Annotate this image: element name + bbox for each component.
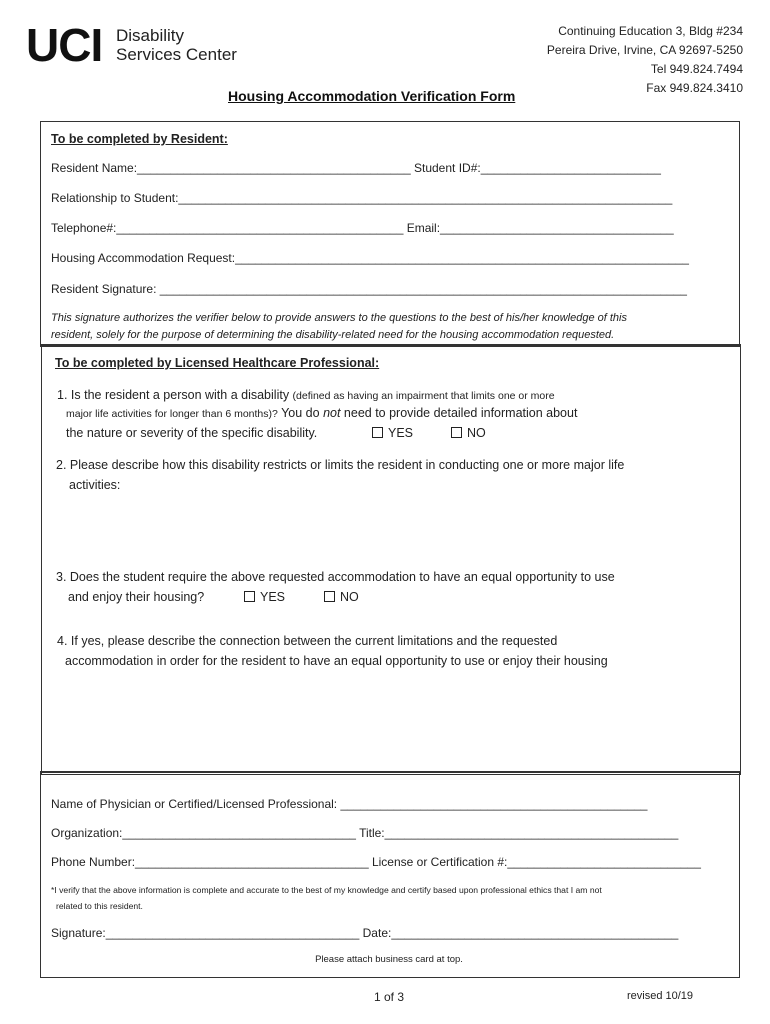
yes-label: YES xyxy=(388,426,414,440)
logo-subtitle xyxy=(116,26,237,64)
question-4-line-2: accommodation in order for the resident to have an equal opportunity to use or enjoy their housing xyxy=(65,654,608,668)
q1-definition: (defined as having an impairment that limits one or more xyxy=(292,390,555,402)
uci-logo: UCI xyxy=(26,19,103,71)
address-line: Tel 949.824.7494 xyxy=(650,62,743,76)
q1-text: You do xyxy=(277,406,324,420)
q3-yes-option[interactable] xyxy=(244,589,285,605)
phone-license-field[interactable]: Phone Number:___________________________________ License or Certification #:_____________________________ xyxy=(51,855,701,869)
question-1-line-2 xyxy=(66,405,577,422)
logo-line-1: Disability xyxy=(116,26,185,45)
q1-text: 1. Is the resident a person with a disability xyxy=(57,388,293,402)
question-3-line-1: 3. Does the student require the above requested accommodation to have an equal opportunity to use xyxy=(56,570,615,584)
resident-name-field[interactable]: Resident Name:_________________________________________ Student ID#:___________________________ xyxy=(51,161,661,175)
question-1-line-1 xyxy=(57,387,555,404)
checkbox-icon[interactable] xyxy=(324,591,335,602)
form-title: Housing Accommodation Verification Form xyxy=(228,88,516,104)
question-2-line-2: activities: xyxy=(69,478,121,492)
question-4-answer-area[interactable] xyxy=(56,675,726,765)
checkbox-icon[interactable] xyxy=(451,427,462,438)
logo-line-2: Services Center xyxy=(116,45,237,64)
attach-card-note: Please attach business card at top. xyxy=(315,954,463,965)
address-block xyxy=(547,22,743,98)
relationship-field[interactable]: Relationship to Student:__________________________________________________________________________ xyxy=(51,191,673,205)
q1-definition: major life activities for longer than 6 months)? xyxy=(66,408,278,420)
verification-statement: related to this resident. xyxy=(56,901,143,911)
page-number: 1 of 3 xyxy=(374,990,405,1004)
question-3-line-2: and enjoy their housing? xyxy=(68,590,205,604)
q1-emphasis: not xyxy=(323,406,341,420)
question-1-line-3 xyxy=(66,425,317,441)
address-line: Continuing Education 3, Bldg #234 xyxy=(558,24,743,38)
physician-name-field[interactable]: Name of Physician or Certified/Licensed Professional: ______________________________________________ xyxy=(51,797,648,811)
authorization-text: This signature authorizes the verifier below to provide answers to the questions to the best of his/her knowledge of this xyxy=(51,312,627,324)
telephone-email-field[interactable]: Telephone#:___________________________________________ Email:___________________________________ xyxy=(51,221,674,235)
verification-statement: *I verify that the above information is complete and accurate to the best of my knowledge and certify based upon professional ethics that I am not xyxy=(51,885,602,895)
q1-yes-option[interactable] xyxy=(372,425,413,441)
professional-heading: To be completed by Licensed Healthcare Professional: xyxy=(55,356,380,370)
checkbox-icon[interactable] xyxy=(244,591,255,602)
question-4-line-1: 4. If yes, please describe the connection between the current limitations and the requested xyxy=(57,634,558,648)
revision-date: revised 10/19 xyxy=(627,990,694,1002)
no-label: NO xyxy=(340,590,359,604)
q1-text: the nature or severity of the specific disability. xyxy=(66,426,318,440)
yes-label: YES xyxy=(260,590,286,604)
resident-heading: To be completed by Resident: xyxy=(51,132,228,146)
address-line: Pereira Drive, Irvine, CA 92697-5250 xyxy=(546,43,743,57)
resident-signature-field[interactable]: Resident Signature: _______________________________________________________________________________ xyxy=(51,282,687,296)
question-2-line-1: 2. Please describe how this disability restricts or limits the resident in conducting one or more major life xyxy=(56,458,625,472)
q1-text: need to provide detailed information about xyxy=(340,406,578,420)
organization-title-field[interactable]: Organization:___________________________________ Title:____________________________________________ xyxy=(51,826,679,840)
q1-no-option[interactable] xyxy=(451,425,486,441)
q3-no-option[interactable] xyxy=(324,589,359,605)
address-line: Fax 949.824.3410 xyxy=(646,81,743,95)
checkbox-icon[interactable] xyxy=(372,427,383,438)
signature-date-field[interactable]: Signature:______________________________________ Date:___________________________________________ xyxy=(51,926,679,940)
no-label: NO xyxy=(467,426,486,440)
question-2-answer-area[interactable] xyxy=(56,500,726,560)
authorization-text: resident, solely for the purpose of determining the disability-related need for the housing accommodation requested. xyxy=(51,329,615,341)
accommodation-request-field[interactable]: Housing Accommodation Request:____________________________________________________________________ xyxy=(51,251,689,265)
